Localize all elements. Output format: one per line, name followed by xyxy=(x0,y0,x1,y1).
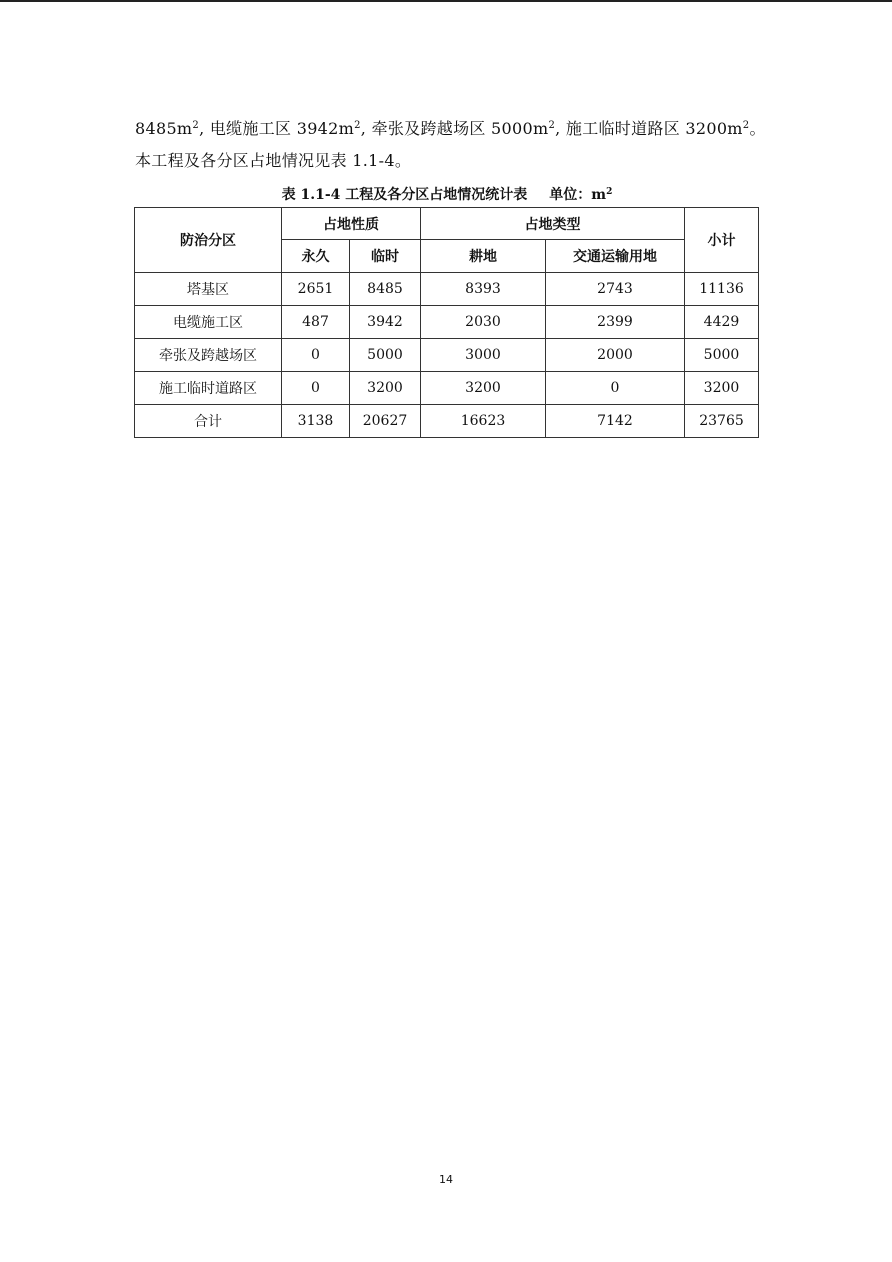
cell-farmland: 3000 xyxy=(421,339,546,372)
text-segment: , 电缆施工区 3942m xyxy=(199,119,355,138)
cell-subtotal: 23765 xyxy=(685,405,759,438)
cell-transport: 0 xyxy=(546,372,685,405)
cell-subtotal: 3200 xyxy=(685,372,759,405)
cell-permanent: 0 xyxy=(282,372,350,405)
cell-subtotal: 4429 xyxy=(685,306,759,339)
cell-zone: 电缆施工区 xyxy=(135,306,282,339)
header-type: 占地类型 xyxy=(421,208,685,240)
cell-temporary: 3942 xyxy=(350,306,421,339)
header-farmland: 耕地 xyxy=(421,240,546,273)
table-caption xyxy=(135,185,759,205)
paragraph-line-1 xyxy=(135,118,765,140)
text-segment: , 牵张及跨越场区 5000m xyxy=(360,119,549,138)
cell-permanent: 2651 xyxy=(282,273,350,306)
cell-transport: 2743 xyxy=(546,273,685,306)
page-number: 14 xyxy=(439,1173,453,1186)
table-header-row xyxy=(135,208,759,240)
table-caption-unit: 单位：m xyxy=(549,187,607,203)
cell-zone: 塔基区 xyxy=(135,273,282,306)
cell-subtotal: 5000 xyxy=(685,339,759,372)
superscript: 2 xyxy=(354,120,361,131)
cell-farmland: 2030 xyxy=(421,306,546,339)
cell-permanent: 0 xyxy=(282,339,350,372)
cell-transport: 2399 xyxy=(546,306,685,339)
superscript: 2 xyxy=(192,120,200,131)
cell-subtotal: 11136 xyxy=(685,273,759,306)
page-top-border xyxy=(0,0,892,2)
header-zone: 防治分区 xyxy=(135,208,282,273)
header-subtotal: 小计 xyxy=(685,208,759,273)
cell-farmland: 16623 xyxy=(421,405,546,438)
text-segment: 8485m xyxy=(135,119,193,138)
cell-zone: 合计 xyxy=(135,405,282,438)
table-row xyxy=(135,372,759,405)
cell-temporary: 3200 xyxy=(350,372,421,405)
table-total-row xyxy=(135,405,759,438)
cell-zone: 牵张及跨越场区 xyxy=(135,339,282,372)
text-segment: , 施工临时道路区 3200m xyxy=(555,119,743,138)
cell-farmland: 3200 xyxy=(421,372,546,405)
table-row xyxy=(135,306,759,339)
table-row xyxy=(135,273,759,306)
cell-transport: 2000 xyxy=(546,339,685,372)
table-caption-title: 表 1.1-4 工程及各分区占地情况统计表 xyxy=(281,187,528,203)
cell-farmland: 8393 xyxy=(421,273,546,306)
header-temporary: 临时 xyxy=(350,240,421,273)
cell-permanent: 3138 xyxy=(282,405,350,438)
paragraph-line-2: 本工程及各分区占地情况见表 1.1-4。 xyxy=(135,151,412,170)
cell-temporary: 20627 xyxy=(350,405,421,438)
superscript: 2 xyxy=(742,120,750,131)
cell-zone: 施工临时道路区 xyxy=(135,372,282,405)
header-permanent: 永久 xyxy=(282,240,350,273)
table-caption-unit-superscript: 2 xyxy=(606,187,613,197)
superscript: 2 xyxy=(548,120,556,131)
cell-temporary: 5000 xyxy=(350,339,421,372)
cell-permanent: 487 xyxy=(282,306,350,339)
land-occupation-table xyxy=(134,207,759,438)
header-transport: 交通运输用地 xyxy=(546,240,685,273)
header-nature: 占地性质 xyxy=(282,208,421,240)
table-row xyxy=(135,339,759,372)
text-segment: 。 xyxy=(749,119,766,138)
cell-transport: 7142 xyxy=(546,405,685,438)
cell-temporary: 8485 xyxy=(350,273,421,306)
